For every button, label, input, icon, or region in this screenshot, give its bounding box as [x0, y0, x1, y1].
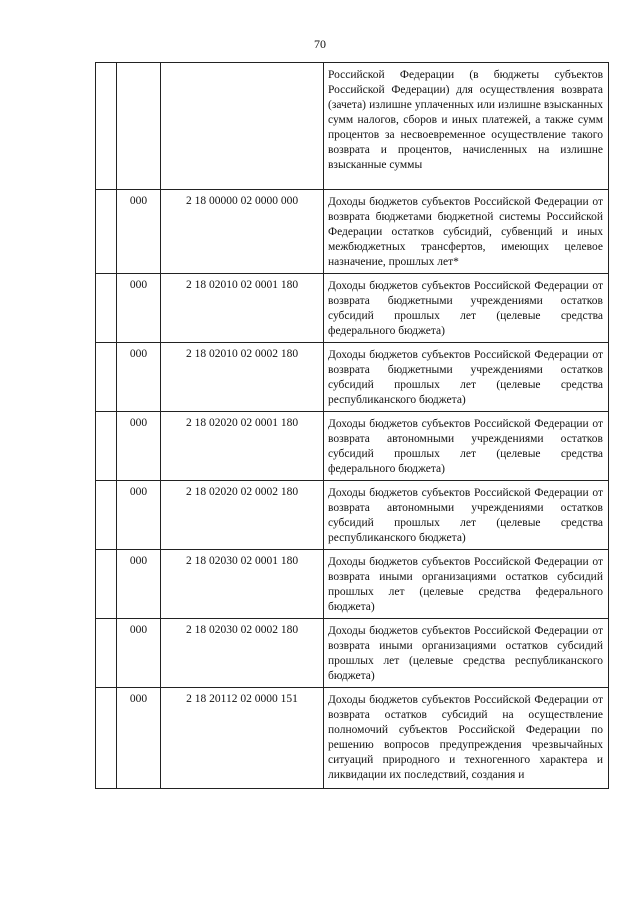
table-row — [96, 481, 609, 550]
description-cell — [324, 412, 609, 481]
description-cell — [324, 550, 609, 619]
table-row — [96, 190, 609, 274]
budget-codes-table — [95, 62, 609, 789]
budget-code-cell — [161, 550, 324, 619]
row-number-cell — [96, 481, 117, 550]
description-text: Российской Федерации (в бюджеты субъектов Российской Федерации) для осуществления возврата (зачета) излишне уплаченных или излишне взысканных сумм налогов, сборов и иных платежей, а также сумм процентов за несвоевременное осуществление такого возврата и процентов, начисленных на излишне взысканные суммы — [328, 69, 603, 171]
row-number-cell — [96, 619, 117, 688]
budget-code-cell — [161, 63, 324, 190]
admin-code-cell — [117, 412, 161, 481]
description-cell — [324, 688, 609, 789]
row-number-cell — [96, 274, 117, 343]
description-cell — [324, 343, 609, 412]
description-text: Доходы бюджетов субъектов Российской Федерации от возврата бюджетными учреждениями остатков субсидий прошлых лет (целевые средства федерального бюджета) — [328, 280, 603, 337]
admin-code: 000 — [129, 693, 148, 705]
admin-code: 000 — [129, 555, 148, 567]
budget-code-cell — [161, 619, 324, 688]
description-text: Доходы бюджетов субъектов Российской Федерации от возврата автономными учреждениями остатков субсидий прошлых лет (целевые средства федерального бюджета) — [328, 418, 603, 475]
admin-code-cell — [117, 190, 161, 274]
budget-code: 2 18 20112 02 0000 151 — [186, 693, 298, 705]
row-number-cell — [96, 63, 117, 190]
table-row — [96, 274, 609, 343]
budget-code: 2 18 02020 02 0001 180 — [185, 417, 299, 429]
admin-code: 000 — [129, 417, 148, 429]
table-row — [96, 688, 609, 789]
budget-code: 2 18 02010 02 0002 180 — [185, 348, 299, 360]
table-row — [96, 412, 609, 481]
budget-code-cell — [161, 190, 324, 274]
row-number-cell — [96, 343, 117, 412]
description-text: Доходы бюджетов субъектов Российской Федерации от возврата автономными учреждениями остатков субсидий прошлых лет (целевые средства республиканского бюджета) — [328, 487, 603, 544]
budget-code-cell — [161, 343, 324, 412]
table-row — [96, 63, 609, 190]
admin-code-cell — [117, 688, 161, 789]
budget-code: 2 18 02020 02 0002 180 — [185, 486, 299, 498]
budget-code-cell — [161, 688, 324, 789]
description-text: Доходы бюджетов субъектов Российской Федерации от возврата бюджетными учреждениями остатков субсидий прошлых лет (целевые средства республиканского бюджета) — [328, 349, 603, 406]
admin-code-cell — [117, 343, 161, 412]
row-number-cell — [96, 550, 117, 619]
row-number-cell — [96, 412, 117, 481]
budget-code: 2 18 02010 02 0001 180 — [185, 279, 299, 291]
admin-code: 000 — [129, 279, 148, 291]
budget-code-cell — [161, 274, 324, 343]
admin-code-cell — [117, 550, 161, 619]
admin-code-cell — [117, 619, 161, 688]
budget-code: 2 18 02030 02 0002 180 — [185, 624, 299, 636]
admin-code-cell — [117, 63, 161, 190]
budget-code-cell — [161, 412, 324, 481]
admin-code: 000 — [129, 348, 148, 360]
admin-code: 000 — [129, 486, 148, 498]
admin-code: 000 — [129, 624, 148, 636]
description-text: Доходы бюджетов субъектов Российской Федерации от возврата остатков субсидий на осуществление полномочий субъектов Российской Федерации по решению вопросов предупреждения чрезвычайных ситуаций природного и техногенного характера и ликвидации их последствий, создания и — [328, 694, 603, 781]
page-number: 70 — [314, 37, 326, 51]
admin-code: 000 — [129, 195, 148, 207]
description-cell — [324, 274, 609, 343]
description-cell — [324, 481, 609, 550]
budget-code: 2 18 00000 02 0000 000 — [185, 195, 299, 207]
table-row — [96, 619, 609, 688]
admin-code-cell — [117, 274, 161, 343]
description-cell — [324, 619, 609, 688]
admin-code-cell — [117, 481, 161, 550]
table-row — [96, 343, 609, 412]
row-number-cell — [96, 688, 117, 789]
description-text: Доходы бюджетов субъектов Российской Федерации от возврата иными организациями остатков субсидий прошлых лет (целевые средства республиканского бюджета) — [328, 625, 603, 682]
description-cell — [324, 63, 609, 190]
description-text: Доходы бюджетов субъектов Российской Федерации от возврата иными организациями остатков субсидий прошлых лет (целевые средства федерального бюджета) — [328, 556, 603, 613]
budget-code: 2 18 02030 02 0001 180 — [185, 555, 299, 567]
description-text: Доходы бюджетов субъектов Российской Федерации от возврата бюджетами бюджетной системы Российской Федерации остатков субсидий, субвенций и иных межбюджетных трансфертов, имеющих целевое назначение, прошлых лет* — [328, 196, 603, 268]
budget-code-cell — [161, 481, 324, 550]
row-number-cell — [96, 190, 117, 274]
description-cell — [324, 190, 609, 274]
table-row — [96, 550, 609, 619]
